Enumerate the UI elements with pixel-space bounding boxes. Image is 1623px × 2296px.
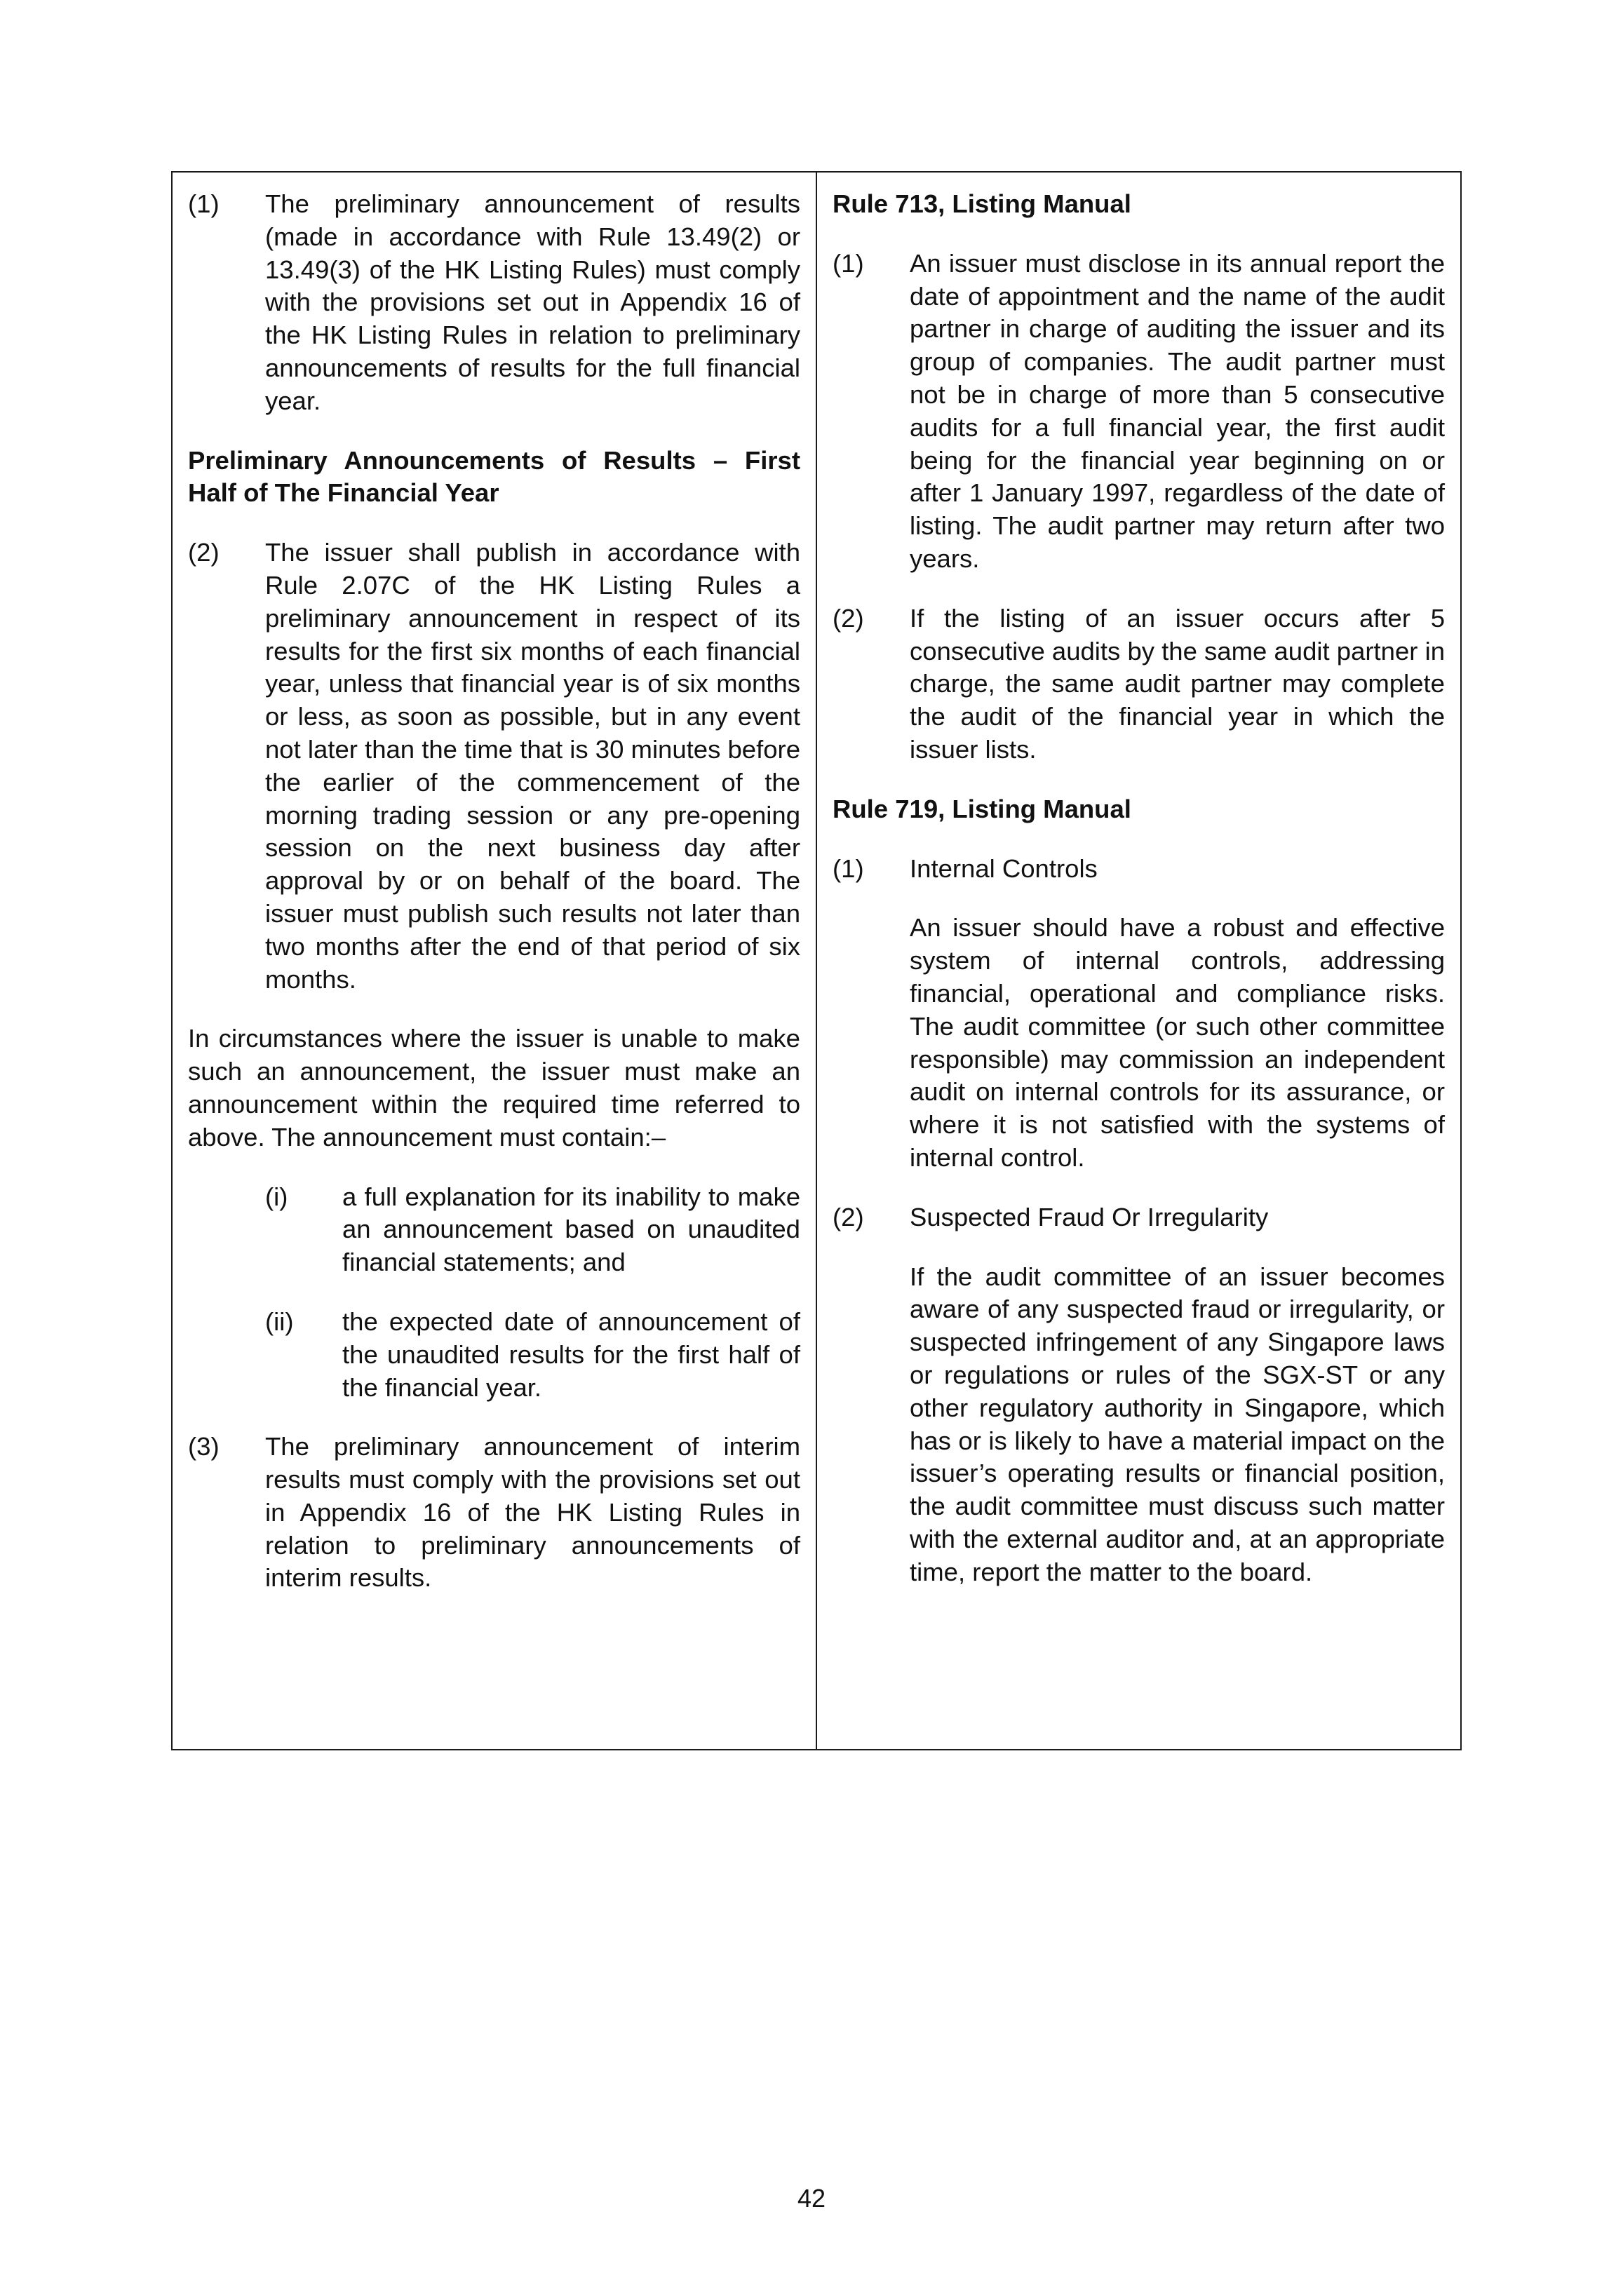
sub-item-text: a full explanation for its inability to make an announcement based on unaudited financial statements; and bbox=[342, 1182, 800, 1277]
sub-item-number: (ii) bbox=[265, 1306, 294, 1336]
item-text: An issuer must disclose in its annual report the date of appointment and the name of the audit partner in charge of auditing the issuer and its group of companies. The audit partner must not be in charge of more than 5 consecutive audits for a full financial year, the first audit being for the financial year beginning on or after 1 January 1997, regardless of the date of listing. The audit partner may return after two years. bbox=[910, 248, 1445, 573]
item-text: The preliminary announcement of results (made in accordance with Rule 13.49(2) or 13.49(3) of the HK Listing Rules) must comply with the provisions set out in Appendix 16 of the HK Listing Rules in relation to preliminary announcements of results for the full financial year. bbox=[265, 189, 800, 415]
item-title: Internal Controls bbox=[910, 853, 1098, 883]
sub-item-ii bbox=[265, 1306, 800, 1404]
left-item-1 bbox=[188, 188, 800, 418]
circumstances-paragraph: In circumstances where the issuer is unable to make such an announcement, the issuer must make an announcement within the required time referred to above. The announcement must contain:– bbox=[188, 1024, 800, 1152]
sub-item-text: the expected date of announcement of the unaudited results for the first half of the financial year. bbox=[342, 1306, 800, 1402]
item-title: Suspected Fraud Or Irregularity bbox=[910, 1202, 1269, 1231]
comparison-table bbox=[171, 171, 1462, 1750]
item-number: (2) bbox=[188, 538, 220, 567]
sub-item-i bbox=[265, 1181, 800, 1279]
hk-rules-column bbox=[173, 173, 817, 1749]
item-number: (1) bbox=[833, 248, 864, 278]
item-number: (3) bbox=[188, 1432, 220, 1461]
rule-719-item-1 bbox=[833, 853, 1445, 1175]
section-heading: Preliminary Announcements of Results – First Half of The Financial Year bbox=[188, 445, 800, 508]
rule-713-item-1 bbox=[833, 248, 1445, 576]
item-text: The issuer shall publish in accordance with Rule 2.07C of the HK Listing Rules a preliminary announcement in respect of its results for the first six months of each financial year, unless that financial year is of six months or less, as soon as possible, but in any event not later than the time that is 30 minutes before the earlier of the commencement of the morning trading session or any pre-opening session on the next business day after approval by or on behalf of the board. The issuer must publish such results not later than two months after the end of that period of six months. bbox=[265, 538, 800, 994]
rule-713-heading: Rule 713, Listing Manual bbox=[833, 189, 1131, 218]
item-text: If the audit committee of an issuer becomes aware of any suspected fraud or irregularity, or suspected infringement of any Singapore laws or regulations or rules of the SGX-ST or any other regulatory authority in Singapore, which has or is likely to have a material impact on the issuer’s operating results or financial position, the audit committee must discuss such matter with the external auditor and, at an appropriate time, report the matter to the board. bbox=[910, 1262, 1445, 1586]
sgx-rules-column bbox=[817, 173, 1460, 1749]
item-number: (2) bbox=[833, 1202, 864, 1231]
item-body bbox=[910, 853, 1445, 1175]
item-text: If the listing of an issuer occurs after 5 consecutive audits by the same audit partner in charge, the same audit partner may complete the audit of the financial year in which the issuer lists. bbox=[910, 603, 1445, 764]
item-number: (1) bbox=[833, 853, 864, 883]
item-number: (1) bbox=[188, 189, 220, 218]
rule-719-heading: Rule 719, Listing Manual bbox=[833, 794, 1131, 823]
rule-719-item-2 bbox=[833, 1201, 1445, 1589]
item-text: The preliminary announcement of interim results must comply with the provisions set out in Appendix 16 of the HK Listing Rules in relation to preliminary announcements of interim results. bbox=[265, 1432, 800, 1593]
left-item-2 bbox=[188, 536, 800, 996]
left-item-3 bbox=[188, 1431, 800, 1595]
item-number: (2) bbox=[833, 603, 864, 633]
item-body bbox=[910, 1201, 1445, 1589]
sub-item-number: (i) bbox=[265, 1182, 288, 1211]
rule-713-item-2 bbox=[833, 602, 1445, 767]
item-text: An issuer should have a robust and effective system of internal controls, addressing financial, operational and compliance risks. The audit committee (or such other committee responsible) may commission an independent audit on internal controls for its assurance, or where it is not satisfied with the systems of internal control. bbox=[910, 913, 1445, 1172]
page-number: 42 bbox=[797, 2184, 826, 2213]
